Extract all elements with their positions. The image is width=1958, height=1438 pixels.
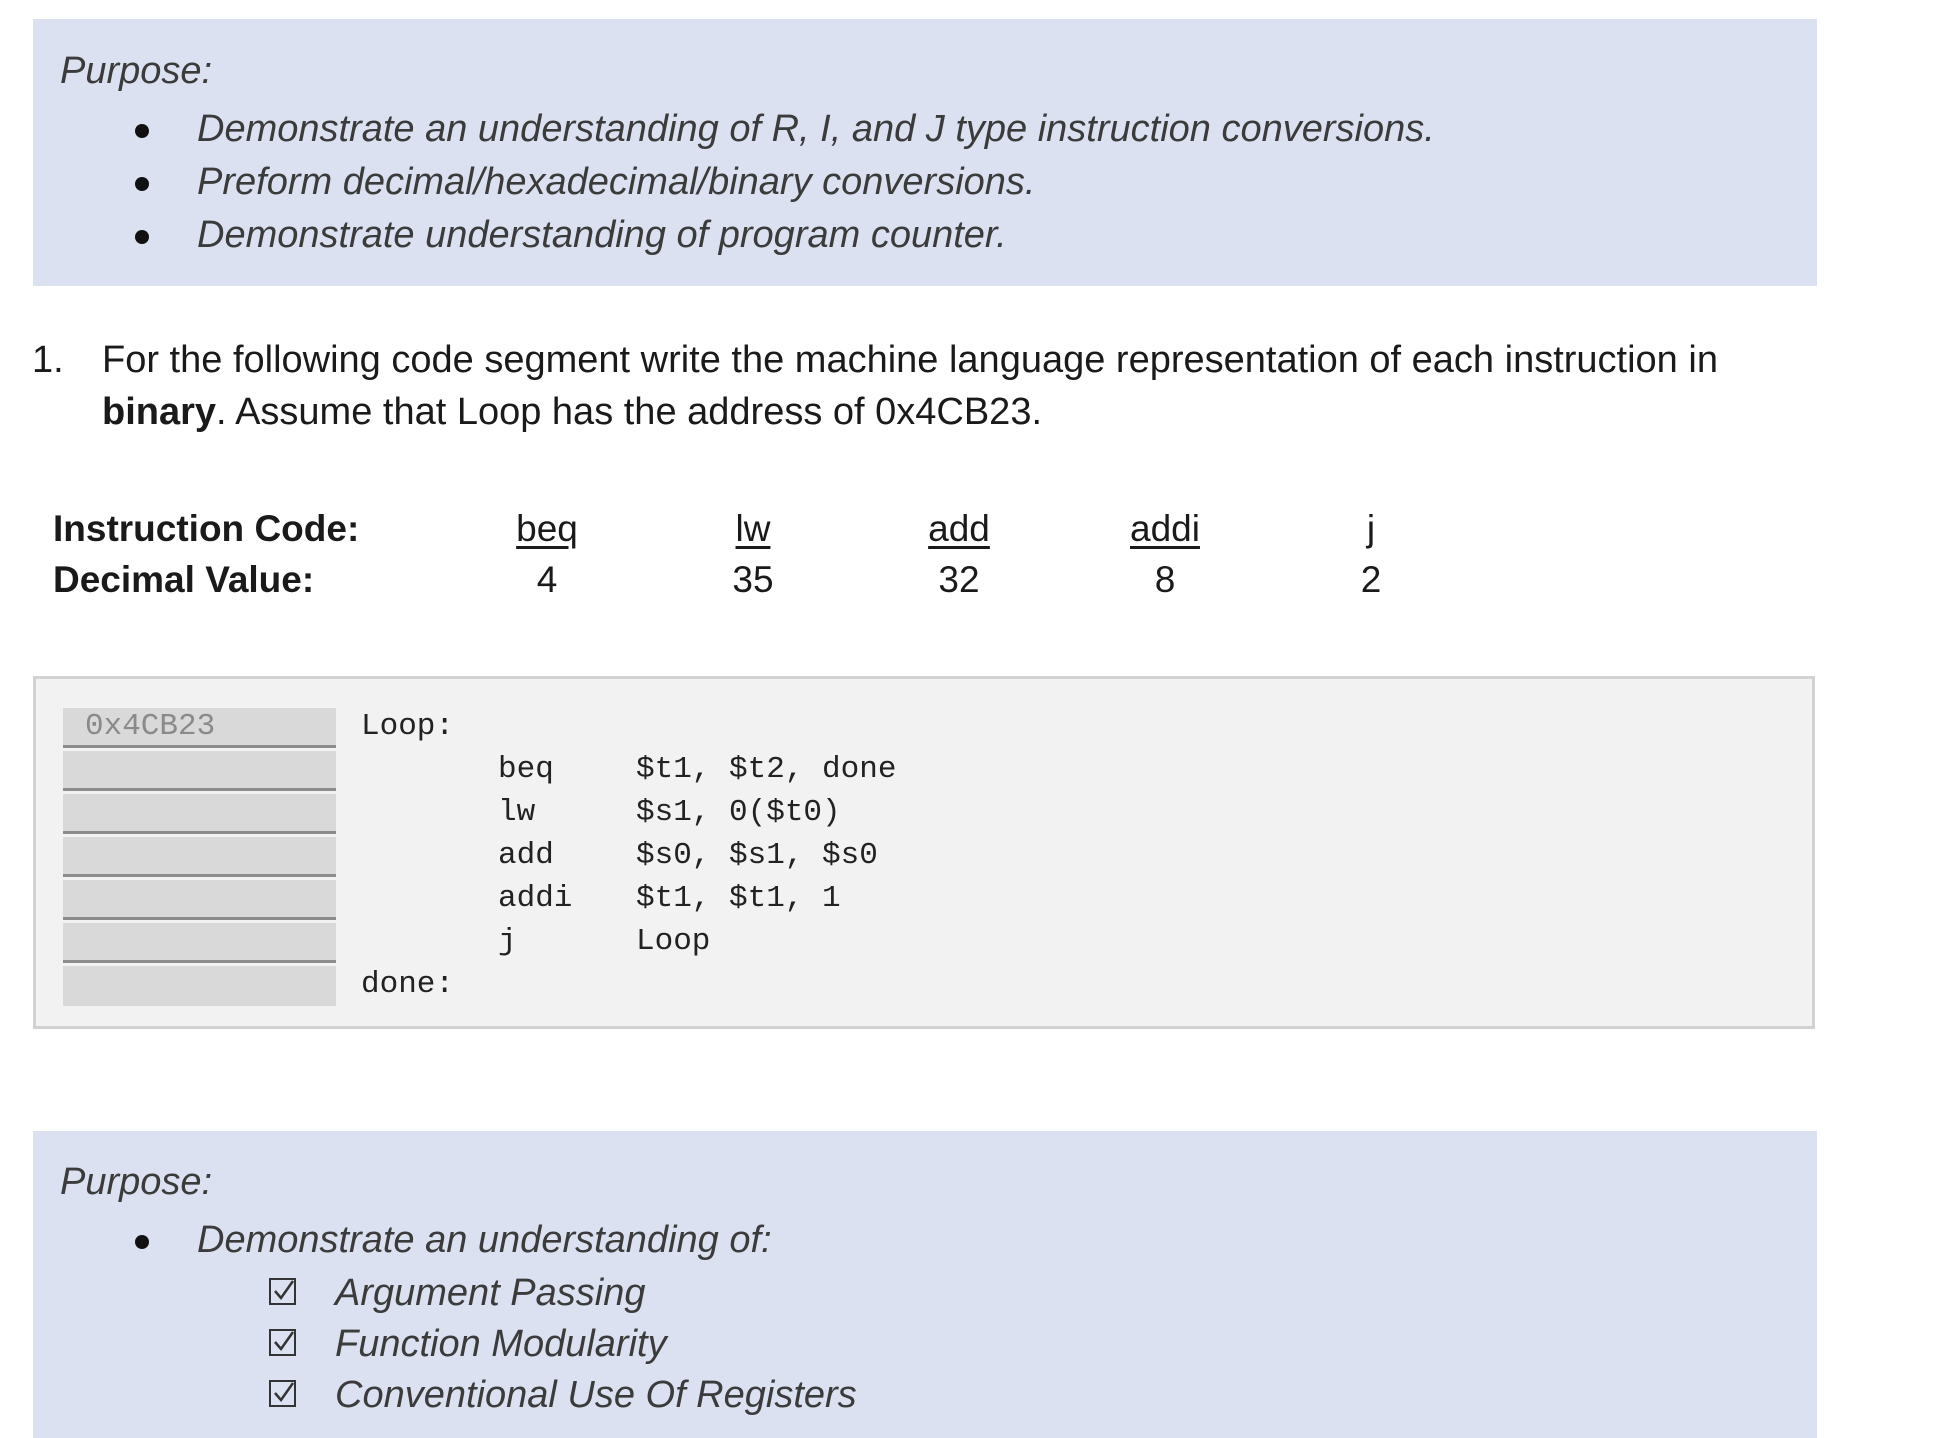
address-field[interactable] [63,708,336,748]
purpose-title: Purpose: [60,50,213,92]
bullet-icon [135,230,149,244]
instruction-name: addi [1130,508,1200,549]
address-field[interactable] [63,966,336,1006]
code-operands: Loop [636,924,711,959]
instruction-value: 8 [1154,559,1176,600]
address-field[interactable] [63,923,336,963]
purpose-bullet-text: Demonstrate understanding of program counter. [197,214,1007,256]
code-operands: $t1, $t1, 1 [636,881,841,916]
bullet-icon [135,1235,149,1249]
instruction-value: 32 [938,559,980,600]
code-opcode: beq [498,752,554,787]
checkbox-checked-icon [269,1380,296,1407]
purpose-box-1 [33,19,1817,286]
address-field[interactable] [63,837,336,877]
purpose-title: Purpose: [60,1161,213,1203]
checkbox-checked-icon [269,1329,296,1356]
question-number: 1. [32,339,64,381]
instruction-value: 35 [732,559,774,600]
instruction-name: beq [516,508,578,549]
address-field[interactable] [63,794,336,834]
purpose-box-2 [33,1131,1817,1438]
loop-label: Loop: [361,709,455,744]
code-operands: $t1, $t2, done [636,752,897,787]
decimal-value-label: Decimal Value: [53,559,315,600]
check-item-text: Conventional Use Of Registers [335,1374,857,1416]
address-field-text: 0x4CB23 [85,709,216,744]
purpose-bullet-text: Demonstrate an understanding of: [197,1219,772,1261]
instruction-code-label: Instruction Code: [53,508,360,549]
instruction-name: add [928,508,990,549]
question-text-before: For the following code segment write the machine language representation of each instruction in [102,339,1718,381]
address-field[interactable] [63,751,336,791]
question-text-after: . Assume that Loop has the address of 0x4CB23. [216,391,1043,433]
done-label: done: [361,967,455,1002]
code-opcode: lw [498,795,536,830]
check-item-text: Argument Passing [335,1272,646,1314]
code-operands: $s0, $s1, $s0 [636,838,878,873]
code-opcode: addi [498,881,573,916]
check-item-text: Function Modularity [335,1323,667,1365]
purpose-bullet-text: Preform decimal/hexadecimal/binary conversions. [197,161,1036,203]
address-field[interactable] [63,880,336,920]
checkbox-checked-icon [269,1278,296,1305]
instruction-name: j [1366,508,1376,549]
code-opcode: add [498,838,554,873]
bullet-icon [135,177,149,191]
code-panel [33,676,1815,1029]
code-opcode: j [498,924,517,959]
instruction-value: 4 [536,559,558,600]
instruction-name: lw [735,508,771,549]
code-operands: $s1, 0($t0) [636,795,841,830]
purpose-bullet-text: Demonstrate an understanding of R, I, and J type instruction conversions. [197,108,1435,150]
bullet-icon [135,124,149,138]
question-text [102,334,1822,438]
instruction-value: 2 [1360,559,1382,600]
question-bold-word: binary [102,391,217,433]
